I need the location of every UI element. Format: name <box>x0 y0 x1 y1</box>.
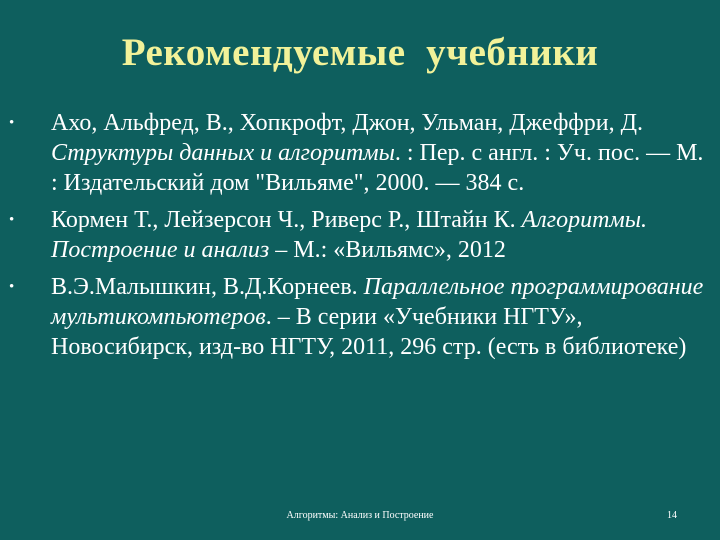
slide-footer: Алгоритмы: Анализ и Построение <box>286 510 434 521</box>
bullet-text-plain: Ахо, Альфред, В., Хопкрофт, Джон, Ульман, Джеффри, Д. <box>51 110 644 136</box>
bullet-text-plain: . – В серии «Учебники НГТУ», Новосибирск, изд-во НГТУ, 2011, 296 стр. (есть в библиотеке) <box>51 304 687 360</box>
bullet-text-italic: Структуры данных и алгоритмы <box>51 140 395 166</box>
bullet-text-plain: . : Пер. с англ. : Уч. пос. — М. : Издательский дом "Вильяме", 2000. — 384 с. <box>51 140 704 196</box>
bullet-dot-icon: • <box>9 212 15 228</box>
bullet-text-plain: Кормен Т., Лейзерсон Ч., Риверс Р., Штайн К. <box>51 207 522 233</box>
bullet-text-italic: Параллельное программирование мультикомпьютеров <box>51 274 704 330</box>
bullet-dot-icon: • <box>9 279 15 295</box>
bullet-list <box>0 108 720 362</box>
bullet-dot-icon: • <box>9 115 15 131</box>
slide-title: Рекомендуемые учебники <box>121 31 599 74</box>
bullet-text-italic: Алгоритмы. Построение и анализ <box>51 207 647 263</box>
page-number: 14 <box>667 510 677 521</box>
bullet-item <box>0 108 720 198</box>
bullet-item <box>0 272 720 362</box>
bullet-text-plain: В.Э.Малышкин, В.Д.Корнеев. <box>51 274 364 300</box>
bullet-text-plain: – М.: «Вильямс», 2012 <box>269 237 506 263</box>
bullet-item <box>0 205 720 265</box>
